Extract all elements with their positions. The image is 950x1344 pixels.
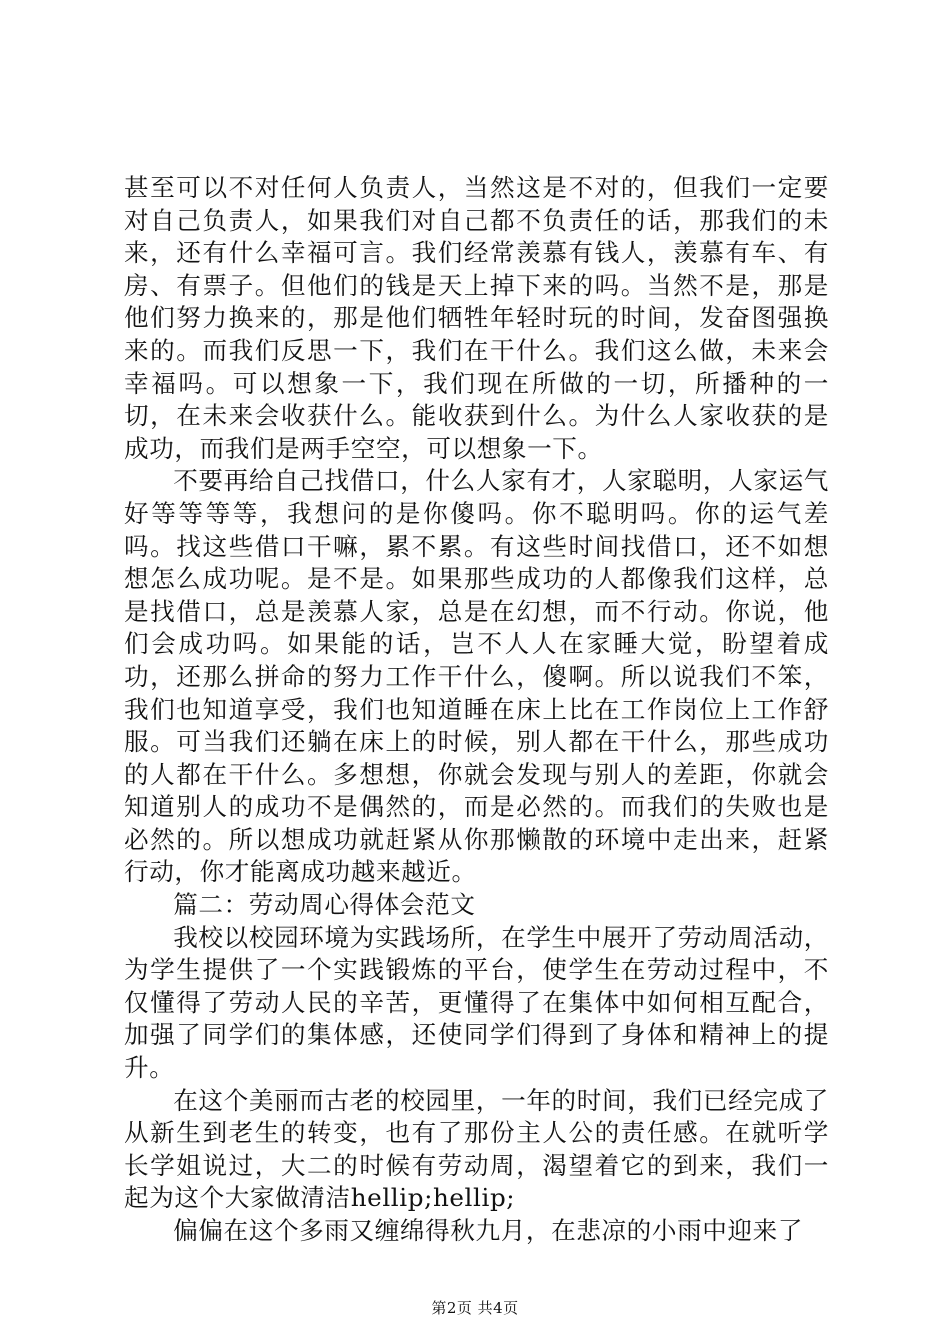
body-text: [124, 172, 829, 1248]
paragraph-labor-week: 我校以校园环境为实践场所，在学生中展开了劳动周活动，为学生提供了一个实践锻炼的平台，使学生在劳动过程中，不仅懂得了劳动人民的辛苦，更懂得了在集体中如何相互配合，加强了同学们的集体感，还使同学们得到了身体和精神上的提升。: [124, 922, 829, 1083]
paragraph-campus: 在这个美丽而古老的校园里，一年的时间，我们已经完成了从新生到老生的转变，也有了那份主人公的责任感。在就听学长学姐说过，大二的时候有劳动周，渴望着它的到来，我们一起为这个大家做清洁hellip;hellip;: [124, 1085, 829, 1213]
section-heading: 篇二：劳动周心得体会范文: [173, 890, 476, 920]
page-footer: 第2页 共4页: [431, 1299, 519, 1317]
paragraph-continuation: 甚至可以不对任何人负责人，当然这是不对的，但我们一定要对自己负责人，如果我们对自己都不负责任的话，那我们的未来，还有什么幸福可言。我们经常羡慕有钱人，羡慕有车、有房、有票子。但他们的钱是天上掉下来的吗。当然不是，那是他们努力换来的，那是他们牺牲年轻时玩的时间，发奋图强换来的。而我们反思一下，我们在干什么。我们这么做，未来会幸福吗。可以想象一下，我们现在所做的一切，所播种的一切，在未来会收获什么。能收获到什么。为什么人家收获的是成功，而我们是两手空空，可以想象一下。: [124, 173, 829, 463]
paragraph-rain: 偏偏在这个多雨又缠绵得秋九月，在悲凉的小雨中迎来了: [173, 1216, 804, 1245]
paragraph-excuses: 不要再给自己找借口，什么人家有才，人家聪明，人家运气好等等等等，我想问的是你傻吗。你不聪明吗。你的运气差吗。找这些借口干嘛，累不累。有这些时间找借口，还不如想想怎么成功呢。是不是。如果那些成功的人都像我们这样，总是找借口，总是羡慕人家，总是在幻想，而不行动。你说，他们会成功吗。如果能的话，岂不人人在家睡大觉，盼望着成功，还那么拼命的努力工作干什么，傻啊。所以说我们不笨，我们也知道享受，我们也知道睡在床上比在工作岗位上工作舒服。可当我们还躺在床上的时候，别人都在干什么，那些成功的人都在干什么。多想想，你就会发现与别人的差距，你就会知道别人的成功不是偶然的，而是必然的。而我们的失败也是必然的。所以想成功就赶紧从你那懒散的环境中走出来，赶紧行动，你才能离成功越来越近。: [124, 466, 829, 887]
